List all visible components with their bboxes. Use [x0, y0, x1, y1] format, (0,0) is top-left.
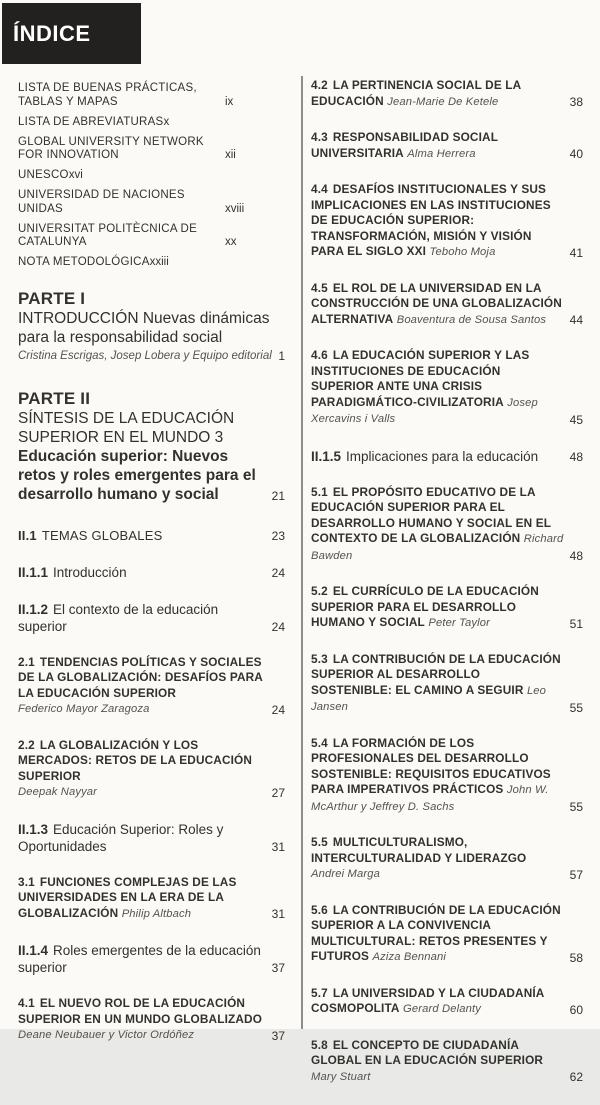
article-title: RESPONSABILIDAD SOCIAL UNIVERSITARIA	[311, 130, 498, 160]
author: Cristina Escrigas, Josep Lobera y Equipo editorial	[18, 349, 272, 362]
author: Alma Herrera	[407, 147, 476, 160]
article-title: LA CONTRIBUCIÓN DE LA EDUCACIÓN SUPERIOR AL DESARROLLO SOSTENIBLE: EL CAMINO A SEGUIR	[311, 651, 561, 697]
article-entry	[311, 736, 583, 816]
article-title: EL PROPÓSITO EDUCATIVO DE LA EDUCACIÓN SUPERIOR PARA EL DESARROLLO HUMANO Y SOCIAL EN EL CONTEXTO DE LA GLOBALIZACIÓN	[311, 484, 551, 545]
page-number: 58	[569, 950, 583, 965]
front-matter-item	[18, 82, 285, 109]
entry-number: 4.1	[18, 996, 35, 1010]
subsection-label: Implicaciones para la educación	[346, 448, 539, 464]
article-title: EL NUEVO ROL DE LA EDUCACIÓN SUPERIOR EN UN MUNDO GLOBALIZADO	[18, 996, 263, 1026]
index-header-box	[2, 3, 141, 64]
article-entry	[18, 655, 285, 718]
entry-number: II.1.4	[18, 943, 49, 958]
page-number: 21	[271, 488, 285, 503]
subsection-label: Educación Superior: Roles y Oportunidades	[18, 821, 224, 854]
section-entry	[18, 528, 285, 544]
entry-number: II.1	[18, 527, 37, 543]
page-number: xxiii	[149, 256, 169, 268]
article-text	[311, 281, 570, 329]
article-entry	[311, 485, 583, 565]
article-text	[311, 652, 570, 716]
article-text	[18, 996, 272, 1044]
subsection-text	[311, 448, 570, 465]
page-number: 55	[569, 800, 583, 814]
author: Jean-Marie De Ketele	[387, 95, 499, 108]
author: Deepak Nayyar	[18, 786, 98, 798]
front-matter-item	[18, 169, 285, 183]
entry-number: 5.8	[311, 1037, 328, 1052]
page-number: 27	[271, 785, 285, 800]
author: Teboho Moja	[429, 246, 496, 258]
article-text	[18, 655, 272, 718]
section-text	[18, 528, 272, 544]
article-entry	[18, 996, 285, 1044]
section-label: TEMAS GLOBALES	[41, 527, 163, 543]
front-matter-label: LISTA DE BUENAS PRÁCTICAS, TABLAS Y MAPAS	[18, 82, 197, 108]
front-matter-item	[18, 256, 285, 270]
page-number: xx	[225, 236, 237, 248]
page-title: ÍNDICE	[13, 20, 91, 46]
page-number: xvi	[68, 169, 83, 181]
article-entry	[18, 738, 285, 801]
author: Andrei Marga	[311, 868, 380, 880]
author: Federico Mayor Zaragoza	[18, 703, 150, 715]
entry-number: 5.6	[311, 902, 328, 917]
toc-column-right	[311, 78, 583, 1105]
article-title: TENDENCIAS POLÍTICAS Y SOCIALES DE LA GLOBALIZACIÓN: DESAFÍOS PARA LA EDUCACIÓN SUPERIOR	[18, 654, 263, 700]
page-number: 55	[569, 700, 583, 715]
front-matter-label: GLOBAL UNIVERSITY NETWORK FOR INNOVATION	[18, 135, 204, 161]
page-number: 48	[569, 449, 583, 464]
article-text	[311, 348, 570, 428]
subsection-text	[18, 564, 272, 581]
page-number: 51	[569, 616, 583, 631]
article-text	[311, 835, 570, 883]
article-title: DESAFÍOS INSTITUCIONALES Y SUS IMPLICACIONES EN LAS INSTITUCIONES DE EDUCACIÓN SUPERIOR: TRANSFORMACIÓN, MISIÓN Y VISIÓN PARA EL SIGLO XXI	[311, 182, 551, 258]
entry-number: 4.6	[311, 348, 328, 362]
author: Aziza Bennani	[372, 951, 446, 963]
front-matter-label: UNIVERSIDAD DE NACIONES UNIDAS	[18, 189, 185, 215]
page-number: 48	[569, 549, 583, 563]
author: Peter Taylor	[428, 617, 491, 629]
front-matter-label: NOTA METODOLÓGICA	[18, 256, 150, 268]
article-title: LA EDUCACIÓN SUPERIOR Y LAS INSTITUCIONES DE EDUCACIÓN SUPERIOR ANTE UNA CRISIS PARADIGMÁTICO-CIVILIZATORIA	[311, 348, 530, 409]
entry-number: 4.4	[311, 182, 328, 196]
subsection-text	[18, 601, 272, 635]
part-body	[18, 409, 285, 504]
front-matter-item	[18, 116, 285, 130]
page-number: 44	[569, 313, 583, 327]
front-matter-label: UNIVERSITAT POLITÈCNICA DE CATALUNYA	[18, 222, 198, 248]
article-title: MULTICULTURALISMO, INTERCULTURALIDAD Y LIDERAZGO	[311, 835, 527, 865]
subsection-entry	[18, 942, 285, 976]
part-kicker: PARTE II	[18, 388, 91, 408]
subsection-text	[18, 942, 272, 976]
entry-number: 4.3	[311, 130, 328, 144]
subsection-label: El contexto de la educación superior	[18, 601, 219, 634]
entry-number: 5.5	[311, 835, 328, 849]
article-entry	[311, 835, 583, 883]
article-entry	[311, 130, 583, 162]
article-title: LA FORMACIÓN DE LOS PROFESIONALES DEL DESARROLLO SOSTENIBLE: REQUISITOS EDUCATIVOS PARA IMPERATIVOS PRÁCTICOS	[311, 735, 551, 796]
author: Philip Altbach	[121, 907, 192, 920]
front-matter-label: UNESCO	[18, 169, 69, 181]
part-entry	[18, 288, 285, 364]
page-number: 37	[271, 961, 285, 975]
article-entry	[311, 78, 583, 110]
page-number: 24	[271, 565, 285, 580]
subsection-entry	[18, 821, 285, 855]
page-number: 45	[569, 412, 583, 427]
article-text	[18, 875, 272, 923]
part-title: SÍNTESIS DE LA EDUCACIÓN SUPERIOR EN EL MUNDO 3	[18, 409, 235, 446]
article-title: EL ROL DE LA UNIVERSIDAD EN LA CONSTRUCCIÓN DE UNA GLOBALIZACIÓN ALTERNATIVA	[311, 280, 562, 326]
page-number: ix	[225, 95, 234, 108]
entry-number: 5.1	[311, 484, 328, 499]
entry-number: 5.7	[311, 985, 328, 1000]
article-text	[311, 182, 570, 261]
entry-number: 5.4	[311, 735, 328, 750]
page-number: 31	[271, 839, 285, 854]
page-number: 24	[271, 619, 285, 634]
part-body	[18, 309, 285, 364]
entry-number: 5.3	[311, 651, 328, 666]
page-number: 1	[278, 348, 285, 363]
subsection-label: Roles emergentes de la educación superior	[18, 943, 261, 975]
part-text	[18, 309, 278, 364]
front-matter-item	[18, 223, 285, 250]
article-entry	[311, 281, 583, 329]
part-entry	[18, 388, 285, 504]
subsection-text	[18, 821, 272, 855]
page-number: 23	[271, 528, 285, 543]
page-number: xviii	[225, 202, 245, 215]
article-entry	[311, 986, 583, 1018]
entry-number: II.1.3	[18, 821, 49, 837]
entry-number: 2.1	[18, 654, 35, 669]
author: Richard Bawden	[311, 533, 564, 562]
article-entry	[311, 348, 583, 428]
article-text	[311, 485, 570, 565]
part-kicker: PARTE I	[18, 288, 86, 308]
page-number: 37	[271, 1028, 285, 1043]
article-title: EL CONCEPTO DE CIUDADANÍA GLOBAL EN LA EDUCACIÓN SUPERIOR	[311, 1037, 544, 1067]
article-entry	[311, 182, 583, 261]
author: Josep Xercavins i Valls	[311, 396, 538, 425]
subsection-entry	[18, 564, 285, 581]
author: Mary Stuart	[311, 1070, 371, 1083]
article-text	[18, 738, 272, 801]
entry-number: 3.1	[18, 874, 35, 889]
entry-number: II.1.1	[18, 564, 49, 580]
toc-column-left	[18, 82, 285, 1064]
author: John W. McArthur y Jeffrey D. Sachs	[311, 784, 549, 813]
article-title: LA GLOBALIZACIÓN Y LOS MERCADOS: RETOS DE LA EDUCACIÓN SUPERIOR	[18, 737, 253, 783]
article-title: LA UNIVERSIDAD Y LA CIUDADANÍA COSMOPOLITA	[311, 985, 545, 1015]
subsection-entry	[311, 448, 583, 465]
article-entry	[311, 652, 583, 716]
article-title: FUNCIONES COMPLEJAS DE LAS UNIVERSIDADES EN LA ERA DE LA GLOBALIZACIÓN	[18, 874, 237, 920]
author: Boaventura de Sousa Santos	[396, 313, 547, 326]
article-text	[311, 736, 570, 816]
page-number: 24	[271, 702, 285, 717]
entry-number: II.1.5	[311, 448, 342, 464]
front-matter-item	[18, 189, 285, 216]
article-text	[311, 130, 570, 162]
part-text	[18, 409, 272, 504]
article-text	[311, 903, 570, 966]
article-title: LA PERTINENCIA SOCIAL DE LA EDUCACIÓN	[311, 78, 521, 108]
front-matter-label: LISTA DE ABREVIATURAS	[18, 115, 164, 128]
column-divider	[301, 76, 303, 1029]
page-number: 57	[569, 867, 583, 882]
page-number: 62	[569, 1070, 583, 1084]
article-text	[311, 986, 570, 1018]
front-matter-item	[18, 136, 285, 163]
article-entry	[311, 584, 583, 632]
entry-number: 5.2	[311, 584, 328, 598]
page-number: 60	[569, 1002, 583, 1017]
page-number: 31	[271, 907, 285, 921]
page-number: 38	[569, 95, 583, 109]
article-title: LA CONTRIBUCIÓN DE LA EDUCACIÓN SUPERIOR A LA CONVIVENCIA MULTICULTURAL: RETOS PRESENTES Y FUTUROS	[311, 902, 561, 963]
page-number: 41	[569, 245, 583, 260]
page-number: xii	[225, 149, 236, 161]
author: Deane Neubauer y Victor Ordóñez	[18, 1029, 195, 1041]
part-subtitle: Educación superior: Nuevos retos y roles emergentes para el desarrollo humano y social	[18, 447, 256, 503]
article-title: EL CURRÍCULO DE LA EDUCACIÓN SUPERIOR PARA EL DESARROLLO HUMANO Y SOCIAL	[311, 584, 539, 629]
article-text	[311, 584, 570, 632]
article-entry	[311, 1038, 583, 1086]
subsection-label: Introducción	[53, 564, 127, 580]
entry-number: II.1.2	[18, 601, 49, 617]
article-entry	[311, 903, 583, 966]
entry-number: 4.2	[311, 78, 328, 92]
entry-number: 2.2	[18, 737, 35, 752]
part-title: INTRODUCCIÓN Nuevas dinámicas para la responsabilidad social	[18, 309, 270, 346]
author: Leo Jansen	[311, 684, 547, 713]
author: Gerard Delanty	[403, 1003, 482, 1015]
entry-number: 4.5	[311, 280, 328, 295]
article-entry	[18, 875, 285, 923]
article-text	[311, 78, 570, 110]
page-number: 40	[569, 147, 583, 161]
subsection-entry	[18, 601, 285, 635]
article-text	[311, 1038, 570, 1086]
page-number: x	[163, 115, 170, 128]
